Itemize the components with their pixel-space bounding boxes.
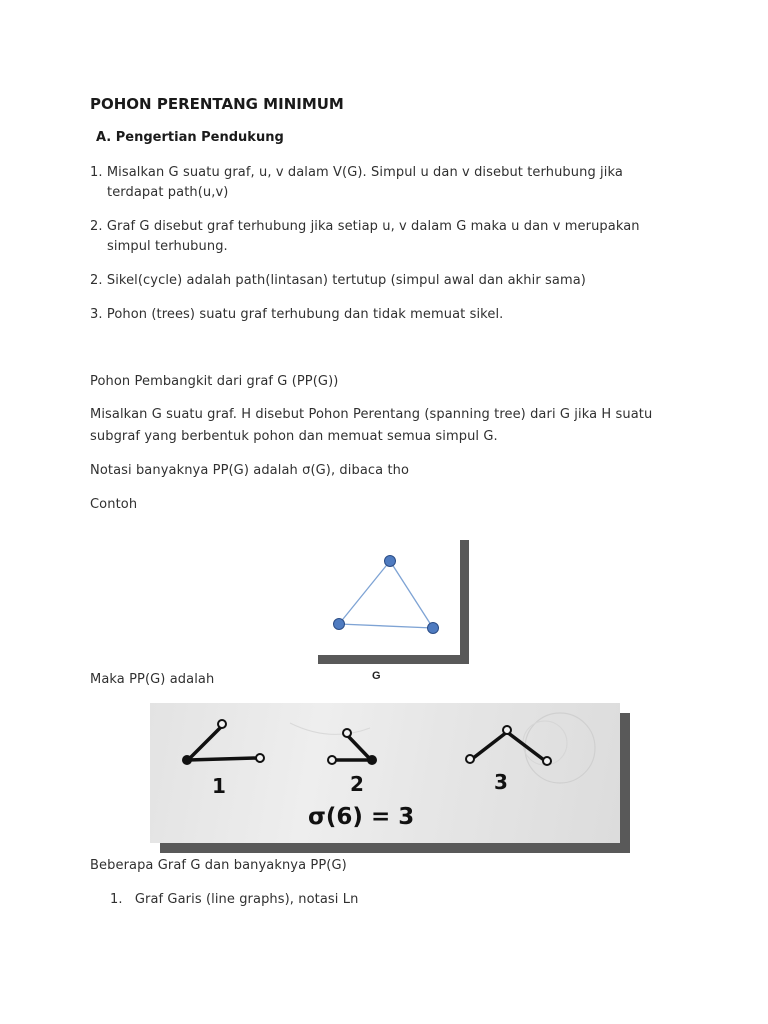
- figure-shadow-right: [460, 540, 469, 664]
- notation-prefix: Notasi banyaknya PP(G) adalah: [90, 463, 303, 478]
- graph-edge: [339, 561, 390, 624]
- graph-node: [428, 623, 439, 634]
- list-text: Graf G disebut graf terhubung jika setiap u, v dalam G maka u dan v merupakan: [106, 219, 640, 234]
- graph-edge: [339, 624, 433, 628]
- notation-suffix: (G), dibaca tho: [310, 463, 410, 478]
- list-item: [90, 307, 503, 322]
- faint-scribble: [290, 723, 370, 734]
- list-item-continuation: simpul terhubung.: [107, 239, 228, 254]
- list-text: Misalkan G suatu graf, u, v dalam V(G). Simpul u dan v disebut terhubung jika: [106, 165, 623, 180]
- list-text: Sikel(cycle) adalah path(lintasan) tertutup (simpul awal dan akhir sama): [106, 273, 586, 288]
- pp-heading: Pohon Pembangkit dari graf G (PP(G)): [90, 374, 339, 389]
- sigma-symbol: σ: [302, 463, 311, 478]
- page-title: POHON PERENTANG MINIMUM: [90, 95, 344, 113]
- graph-node: [385, 556, 396, 567]
- triangle-graph-figure: [316, 538, 472, 666]
- section-title: Pengertian Pendukung: [115, 130, 284, 145]
- list-number: 1.: [90, 165, 103, 180]
- list-number: 2.: [90, 219, 103, 234]
- tree-label-1: 1: [212, 774, 226, 798]
- tree-label-2: 2: [350, 772, 364, 796]
- graph-node: [334, 619, 345, 630]
- notation-line: [90, 463, 409, 478]
- list-text: Graf Garis (line graphs), notasi Ln: [134, 892, 359, 907]
- graph-label: G: [372, 670, 381, 682]
- figure-shadow-bottom: [318, 655, 469, 664]
- tree-label-3: 3: [494, 770, 508, 794]
- list-item: [90, 165, 623, 180]
- section-heading: [96, 130, 284, 145]
- maka-text: Maka PP(G) adalah: [90, 672, 215, 687]
- list-item-continuation: terdapat path(u,v): [107, 185, 229, 200]
- example-label: Contoh: [90, 497, 138, 512]
- list-item: [90, 273, 586, 288]
- beberapa-text: Beberapa Graf G dan banyaknya PP(G): [90, 858, 347, 873]
- list-number: 3.: [90, 307, 103, 322]
- list-text: Pohon (trees) suatu graf terhubung dan tidak memuat sikel.: [106, 307, 504, 322]
- spanning-tree-3: [466, 726, 551, 765]
- pp-definition-line: subgraf yang berbentuk pohon dan memuat semua simpul G.: [90, 429, 498, 444]
- graph-edge: [390, 561, 433, 628]
- list-number: 1.: [110, 892, 123, 907]
- photo-content: [150, 703, 620, 843]
- list-number: 2.: [90, 273, 103, 288]
- spanning-trees-photo: [150, 703, 620, 843]
- list-item: [90, 219, 640, 234]
- pp-definition-line: Misalkan G suatu graf. H disebut Pohon Perentang (spanning tree) dari G jika H suatu: [90, 407, 653, 422]
- section-marker: A.: [96, 130, 112, 145]
- spanning-tree-1: [183, 720, 264, 764]
- sigma-equation: σ(6) = 3: [308, 804, 415, 830]
- handwritten-trees: [150, 703, 620, 843]
- list-item: [110, 892, 358, 907]
